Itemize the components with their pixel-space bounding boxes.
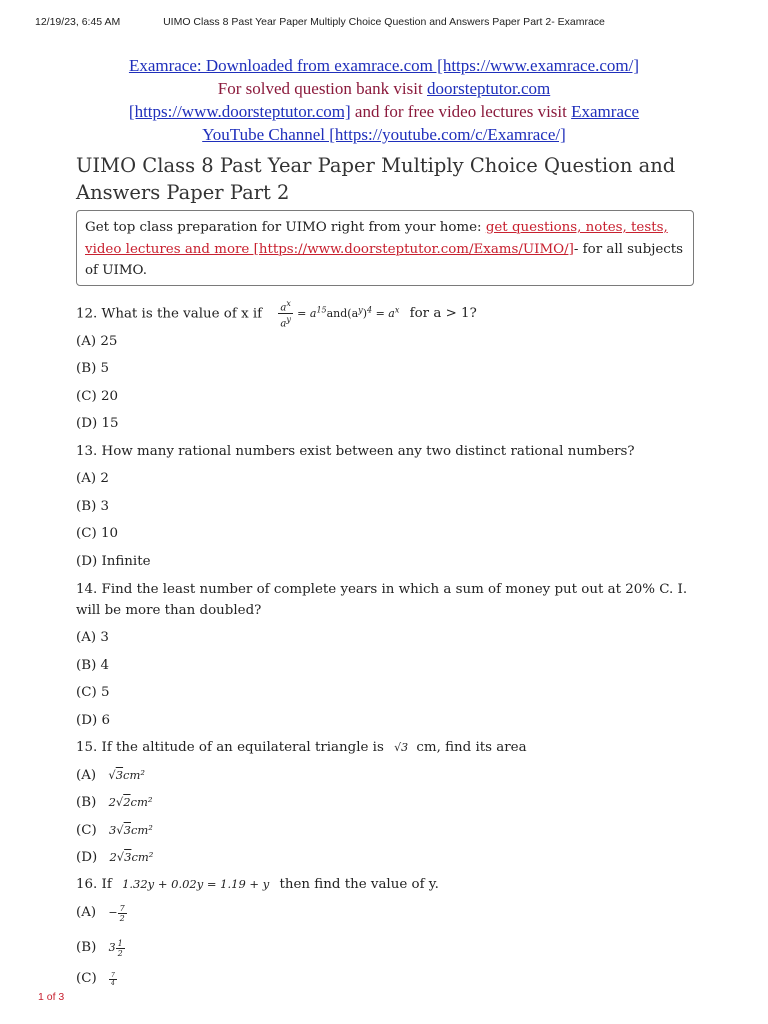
math-fraction: $\frac{a^x}{a^y}$ (280, 299, 291, 330)
math-expression: 3 $\frac{1}{2}$ (108, 938, 123, 958)
option-12c[interactable]: (C) 20 (76, 389, 118, 404)
math-expression: − $\frac{7}{2}$ (108, 903, 125, 923)
banner-text: and for free video lectures visit (350, 102, 572, 121)
option-12d[interactable]: (D) 15 (76, 416, 119, 431)
math-expression: √3cm² (108, 768, 146, 782)
question-14: 14. Find the least number of complete years in which a sum of money put out at 20% C. I. will be more than doubled? (76, 582, 688, 618)
question-text: 15. If the altitude of an equilateral triangle is (76, 740, 384, 755)
print-header (0, 14, 768, 30)
page-title: UIMO Class 8 Past Year Paper Multiply Choice Question and Answers Paper Part 2 (76, 154, 676, 204)
doorsteptutor-link[interactable]: doorsteptutor.com (426, 79, 551, 98)
math-expression: √3 (394, 741, 409, 754)
doorsteptutor-url-link[interactable]: [https://www.doorsteptutor.com] (128, 102, 351, 121)
option-12b[interactable]: (B) 5 (76, 361, 110, 376)
option-15c[interactable]: (C) 3√3cm² (76, 823, 153, 838)
download-banner (76, 54, 692, 146)
promo-box (76, 210, 694, 286)
option-15b[interactable]: (B) 2√2cm² (76, 795, 153, 810)
question-15 (76, 737, 527, 758)
question-16 (76, 874, 439, 895)
question-text: 12. What is the value of x if (76, 306, 263, 322)
math-expression: = $a^{15}and(a^y)^4 = a^x$ (297, 305, 400, 321)
math-expression: $\frac{7}{4}$ (110, 972, 115, 987)
option-12a[interactable]: (A) 25 (76, 334, 118, 349)
option-14c[interactable]: (C) 5 (76, 685, 110, 700)
option-13b[interactable]: (B) 3 (76, 499, 110, 514)
promo-suffix: - for all subjects of UIMO. (85, 241, 684, 278)
math-expression: 2√3cm² (109, 850, 154, 864)
question-text-suffix: cm, find its area (416, 740, 527, 755)
question-12 (76, 298, 477, 330)
option-14b[interactable]: (B) 4 (76, 658, 110, 673)
option-13d[interactable]: (D) Infinite (76, 554, 151, 569)
page-counter: 1 of 3 (38, 991, 65, 1003)
question-text-suffix: for a > 1? (409, 306, 477, 322)
option-14a[interactable]: (A) 3 (76, 630, 109, 645)
promo-link[interactable]: get questions, notes, tests, video lectures and more [https://www.doorsteptutor.com/Exams/UIMO/] (85, 220, 668, 257)
question-text: 16. If (76, 877, 112, 892)
examrace-youtube-link[interactable]: Examrace (571, 102, 640, 121)
option-13c[interactable]: (C) 10 (76, 526, 118, 541)
youtube-channel-link[interactable]: YouTube Channel [https://youtube.com/c/Examrace/] (202, 125, 566, 144)
option-13a[interactable]: (A) 2 (76, 471, 109, 486)
promo-text: Get top class preparation for UIMO right from your home: (85, 220, 486, 235)
question-13: 13. How many rational numbers exist between any two distinct rational numbers? (76, 444, 635, 459)
examrace-link[interactable]: Examrace: Downloaded from examrace.com [https://www.examrace.com/] (128, 56, 640, 75)
print-timestamp: 12/19/23, 6:45 AM (35, 16, 121, 28)
option-16a[interactable]: (A) − $\frac{7}{2}$ (76, 903, 125, 923)
print-page-title: UIMO Class 8 Past Year Paper Multiply Choice Question and Answers Paper Part 2- Examrace (163, 16, 605, 28)
option-14d[interactable]: (D) 6 (76, 713, 110, 728)
math-expression: 2√2cm² (108, 795, 153, 809)
option-16c[interactable]: (C) $\frac{7}{4}$ (76, 971, 115, 987)
option-15a[interactable]: (A) √3cm² (76, 768, 146, 783)
math-expression: 1.32y + 0.02y = 1.19 + y (122, 877, 270, 891)
question-text-suffix: then find the value of y. (279, 877, 439, 892)
option-15d[interactable]: (D) 2√3cm² (76, 850, 154, 865)
math-expression: 3√3cm² (108, 823, 153, 837)
option-16b[interactable]: (B) 3 $\frac{1}{2}$ (76, 938, 123, 958)
banner-text: For solved question bank visit (217, 79, 427, 98)
